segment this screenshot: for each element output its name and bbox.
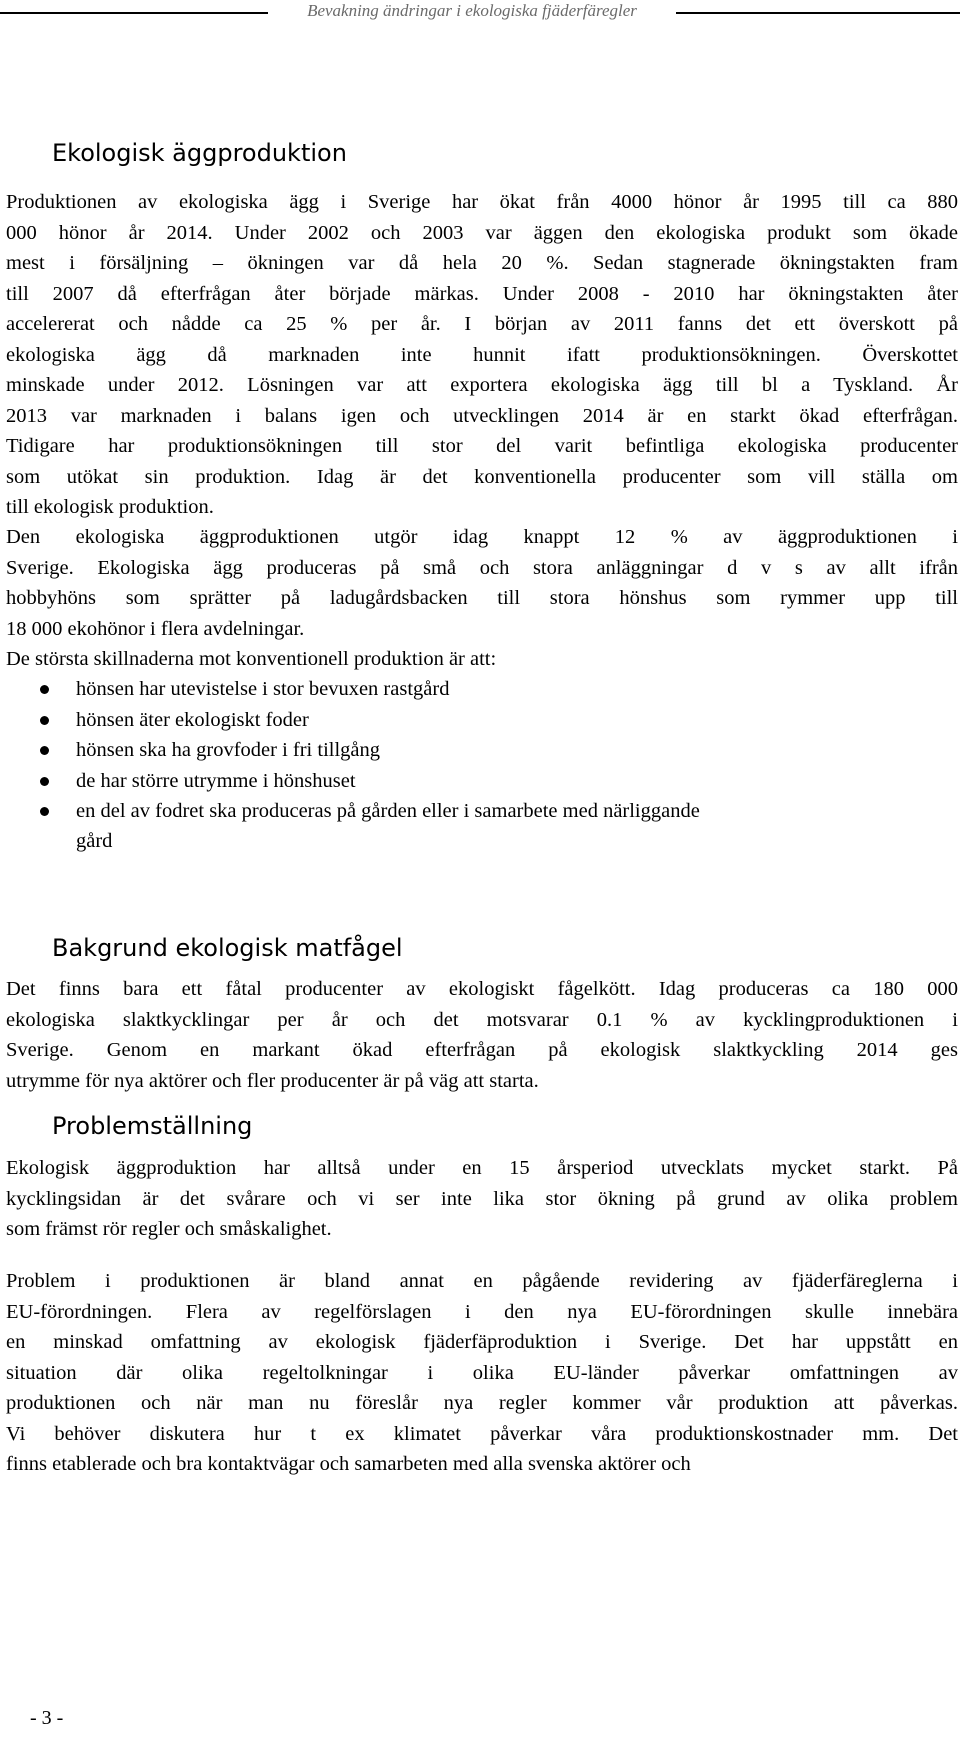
bullet-icon	[40, 807, 49, 816]
paragraph-line: Produktionen av ekologiska ägg i Sverige har ökat från 4000 hönor år 1995 till ca 880	[6, 191, 958, 213]
paragraph-line: som främst rör regler och småskalighet.	[6, 1218, 332, 1240]
heading-ekologisk-aggproduktion: Ekologisk äggproduktion	[52, 139, 347, 167]
paragraph-line: ekologiska slaktkycklingar per år och det motsvarar 0.1 % av kycklingproduktionen i	[6, 1008, 958, 1031]
paragraph-line: ekologiska ägg då marknaden inte hunnit ifatt produktionsökningen. Överskottet	[6, 343, 958, 366]
paragraph-line: accelererat och nådde ca 25 % per år. I början av 2011 fanns det ett överskott på	[6, 313, 958, 335]
paragraph-line: finns etablerade och bra kontaktvägar och samarbeten med alla svenska aktörer och	[6, 1453, 691, 1475]
paragraph-line: Vi behöver diskutera hur t ex klimatet påverkar våra produktionskostnader mm. Det	[6, 1422, 958, 1445]
bullet-icon	[40, 777, 49, 786]
bullet-icon	[40, 716, 49, 725]
list-item-text: en del av fodret ska produceras på gården eller i samarbete med närliggande	[76, 800, 700, 822]
paragraph-line: kycklingsidan är det svårare och vi ser inte lika stor ökning på grund av olika problem	[6, 1187, 958, 1210]
list-intro	[6, 644, 958, 675]
paragraph-line: 18 000 ekohönor i flera avdelningar.	[6, 617, 305, 640]
paragraph-line: situation där olika regeltolkningar i olika EU-länder påverkar omfattningen av	[6, 1361, 958, 1384]
running-header	[0, 0, 960, 30]
list-item-text: hönsen ska ha grovfoder i fri tillgång	[76, 739, 381, 761]
list-item-text: gård	[76, 830, 113, 852]
list-item-text: de har större utrymme i hönshuset	[76, 770, 356, 792]
paragraph-line: Problem i produktionen är bland annat en pågående revidering av fjäderfäreglerna i	[6, 1270, 958, 1292]
paragraph-line: Det finns bara ett fåtal producenter av ekologiskt fågelkött. Idag produceras ca 180 000	[6, 978, 958, 1000]
paragraph-egg-share	[6, 522, 958, 644]
paragraph-problem-summary	[6, 1153, 958, 1245]
paragraph-problem-details	[6, 1266, 958, 1480]
paragraph-line: minskade under 2012. Lösningen var att exportera ekologiska ägg till bl a Tyskland. År	[6, 374, 958, 396]
paragraph-line: Sverige. Genom en markant ökad efterfrågan på ekologisk slaktkyckling 2014 ges	[6, 1039, 958, 1061]
paragraph-line: 000 hönor år 2014. Under 2002 och 2003 var äggen den ekologiska produkt som ökade	[6, 221, 958, 244]
paragraph-line: Sverige. Ekologiska ägg produceras på små och stora anläggningar d v s av allt ifrån	[6, 556, 958, 579]
paragraph-broiler-background	[6, 974, 958, 1096]
paragraph-egg-production-history	[6, 187, 958, 523]
paragraph-line: mest i försäljning – ökningen var då hela 20 %. Sedan stagnerade ökningstakten fram	[6, 252, 958, 274]
list-intro-text: De största skillnaderna mot konventionell produktion är att:	[6, 648, 497, 670]
bullet-icon	[40, 685, 49, 694]
heading-problemstallning: Problemställning	[52, 1112, 253, 1140]
paragraph-line: hobbyhöns som sprätter på ladugårdsbacken till stora hönshus som rymmer upp till	[6, 587, 958, 609]
list-item-text: hönsen äter ekologiskt foder	[76, 709, 309, 731]
header-rule-right	[676, 12, 960, 14]
paragraph-line: utrymme för nya aktörer och fler producenter är på väg att starta.	[6, 1069, 539, 1092]
page-number: - 3 -	[30, 1707, 64, 1729]
heading-bakgrund-matfagel: Bakgrund ekologisk matfågel	[52, 934, 403, 962]
bullet-icon	[40, 746, 49, 755]
paragraph-line: EU-förordningen. Flera av regelförslagen i den nya EU-förordningen skulle innebära	[6, 1300, 958, 1323]
list-item-text: hönsen har utevistelse i stor bevuxen rastgård	[76, 678, 450, 700]
paragraph-line: 2013 var marknaden i balans igen och utvecklingen 2014 är en starkt ökad efterfrågan.	[6, 404, 958, 427]
header-title: Bevakning ändringar i ekologiska fjäderfäregler	[307, 1, 637, 20]
paragraph-line: Den ekologiska äggproduktionen utgör idag knappt 12 % av äggproduktionen i	[6, 526, 958, 548]
paragraph-line: till 2007 då efterfrågan åter började märkas. Under 2008 - 2010 har ökningstakten åter	[6, 282, 958, 305]
paragraph-line: Tidigare har produktionsökningen till stor del varit befintliga ekologiska producenter	[6, 435, 958, 457]
header-rule-left	[0, 12, 268, 14]
paragraph-line: som utökat sin produktion. Idag är det konventionella producenter som vill ställa om	[6, 465, 958, 488]
paragraph-line: Ekologisk äggproduktion har alltså under en 15 årsperiod utvecklats mycket starkt. På	[6, 1157, 958, 1179]
paragraph-line: produktionen och när man nu föreslår nya regler kommer vår produktion att påverkas.	[6, 1392, 958, 1414]
paragraph-line: en minskad omfattning av ekologisk fjäderfäproduktion i Sverige. Det har uppstått en	[6, 1331, 958, 1353]
paragraph-line: till ekologisk produktion.	[6, 496, 214, 518]
